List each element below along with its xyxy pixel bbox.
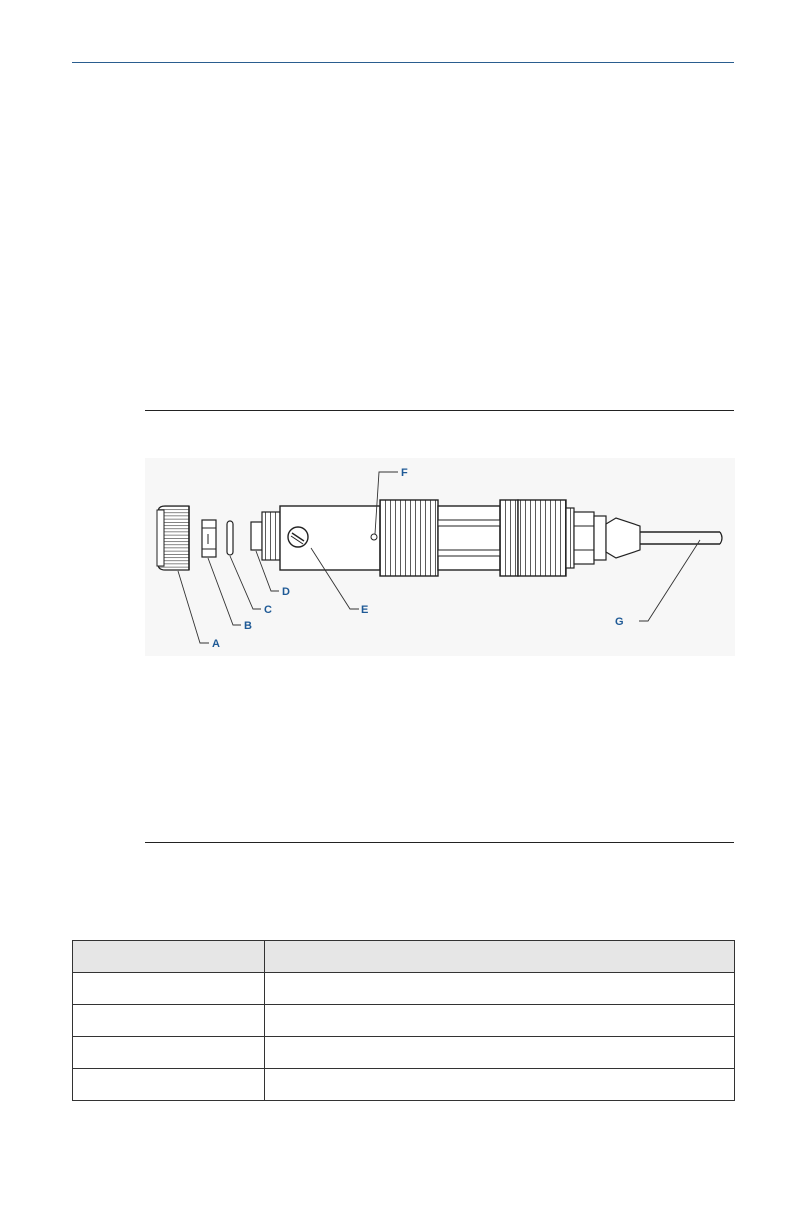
table-row [73,1037,735,1069]
callout-b: B [244,620,252,632]
sensor-drawing [145,458,735,656]
part-c-o-ring [227,521,233,555]
table-header-cell [73,941,265,973]
callout-c: C [264,604,272,616]
part-g-cable [640,532,722,544]
table-row [73,973,735,1005]
sensor-exploded-diagram [145,458,735,656]
table-cell [73,1005,265,1037]
figure-bottom-rule [145,842,734,843]
table-cell [265,1069,735,1101]
part-a-cap [157,506,189,570]
callout-d: D [282,586,290,598]
sensor-body [280,500,640,576]
callout-e: E [361,604,369,616]
table-cell [73,1069,265,1101]
table-cell [265,1037,735,1069]
header-rule [72,62,734,63]
table-cell [73,973,265,1005]
parts-table [72,940,735,1101]
table-header-row [73,941,735,973]
table-cell [73,1037,265,1069]
callout-f: F [401,467,408,479]
table-row [73,1005,735,1037]
table-cell [265,973,735,1005]
part-b-nut [202,520,216,557]
table-cell [265,1005,735,1037]
table-row [73,1069,735,1101]
callout-g: G [615,616,624,628]
table-header-cell [265,941,735,973]
part-d-threaded-end [251,512,280,560]
callout-a: A [212,638,220,650]
figure-top-rule [145,410,734,411]
